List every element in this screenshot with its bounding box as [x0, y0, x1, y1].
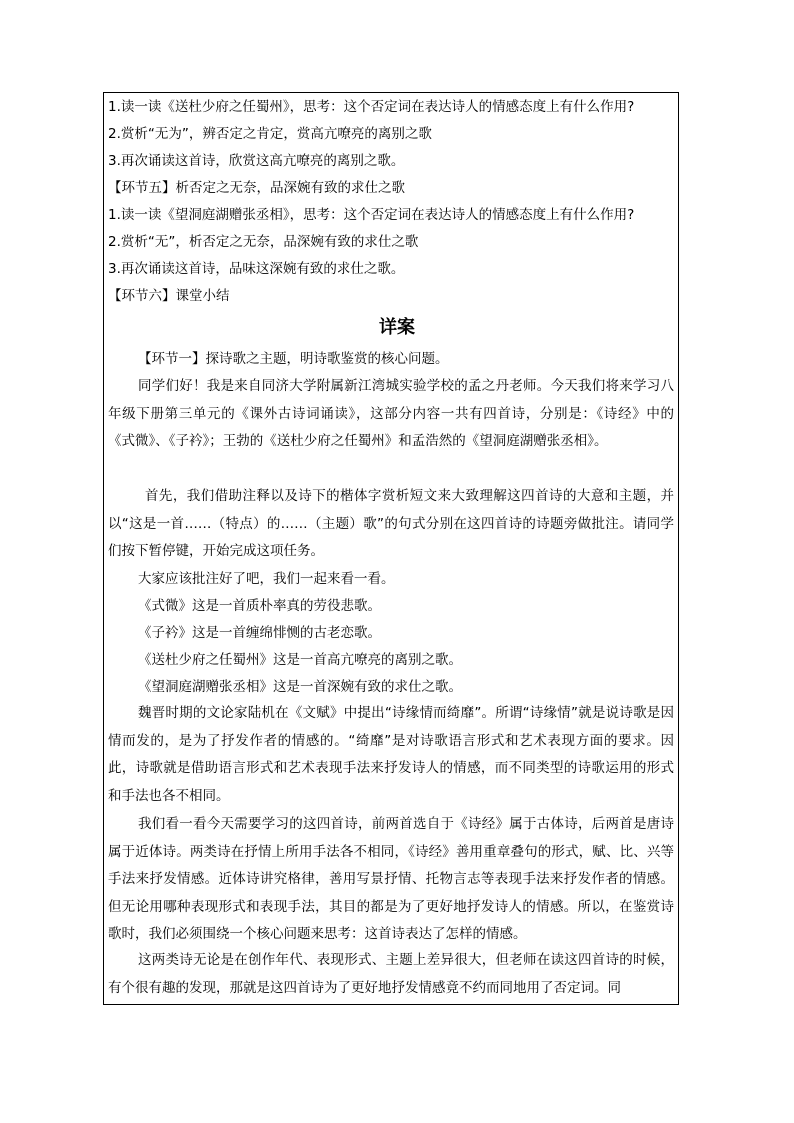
section-heading-5: 【环节五】析否定之无奈，品深婉有致的求仕之歌 [108, 180, 405, 196]
step-item: 3.再次诵读这首诗，欣赏这高亢嘹亮的离别之歌。 [108, 153, 405, 169]
step-item: 2.赏析“无为”，辨否定之肯定，赏高亢嘹亮的离别之歌 [108, 126, 432, 142]
paragraph-intro: 同学们好！我是来自同济大学附属新江湾城实验学校的孟之丹老师。今天我们将来学习八年级下册第三单元的《课外古诗词诵读》，这部分内容一共有四首诗，分别是：《诗经》中的《式微》、《子衿》；王勃的《送杜少府之任蜀州》和孟浩然的《望洞庭湖赠张丞相》。 [108, 378, 674, 449]
paragraph-discovery: 这两类诗无论是在创作年代、表现形式、主题上差异很大，但老师在读这四首诗的时候，有个很有趣的发现，那就是这四首诗为了更好地抒发情感竟不约而同地用了否定词。同 [108, 952, 674, 996]
section-heading-1: 【环节一】探诗歌之主题，明诗歌鉴赏的核心问题。 [138, 351, 449, 367]
paragraph-analysis: 我们看一看今天需要学习的这四首诗，前两首选自于《诗经》属于古体诗，后两首是唐诗属于近体诗。两类诗在抒情上所用手法各不相同，《诗经》善用重章叠句的形式，赋、比、兴等手法来抒发情感。近体诗讲究格律，善用写景抒情、托物言志等表现手法来抒发作者的情感。但无论用哪种表现形式和表现手法，其目的都是为了更好地抒发诗人的情感。所以，在鉴赏诗歌时，我们必须围绕一个核心问题来思考：这首诗表达了怎样的情感。 [108, 816, 674, 942]
paragraph-theory: 魏晋时期的文论家陆机在《文赋》中提出“诗缘情而绮靡”。所谓“诗缘情”就是说诗歌是因情而发的，是为了抒发作者的情感的。“绮靡”是对诗歌语言形式和艺术表现方面的要求。因此，诗歌就是借助语言形式和艺术表现手法来抒发诗人的情感，而不同类型的诗歌运用的形式和手法也各不相同。 [108, 705, 674, 804]
page-title: 详案 [379, 317, 415, 338]
step-item: 1.读一读《送杜少府之任蜀州》，思考：这个否定词在表达诗人的情感态度上有什么作用? [108, 99, 635, 115]
poem-theme-line: 《送杜少府之任蜀州》这是一首高亢嘹亮的离别之歌。 [138, 652, 462, 668]
step-item: 1.读一读《望洞庭湖赠张丞相》，思考：这个否定词在表达诗人的情感态度上有什么作用? [108, 207, 635, 223]
poem-theme-line: 《望洞庭湖赠张丞相》这是一首深婉有致的求仕之歌。 [138, 679, 462, 695]
section-heading-6: 【环节六】课堂小结 [108, 288, 230, 304]
paragraph-task: 首先，我们借助注释以及诗下的楷体字赏析短文来大致理解这四首诗的大意和主题，并以“这是一首……（特点）的……（主题）歌”的句式分别在这四首诗的诗题旁做批注。请同学们按下暂停键，开始完成这项任务。 [108, 488, 674, 559]
text-line: 大家应该批注好了吧，我们一起来看一看。 [138, 571, 395, 587]
poem-theme-line: 《式微》这是一首质朴率真的劳役悲歌。 [138, 598, 381, 614]
step-item: 3.再次诵读这首诗，品味这深婉有致的求仕之歌。 [108, 261, 405, 277]
step-item: 2.赏析“无”，析否定之无奈，品深婉有致的求仕之歌 [108, 234, 419, 250]
poem-theme-line: 《子衿》这是一首缠绵悱恻的古老恋歌。 [138, 625, 381, 641]
